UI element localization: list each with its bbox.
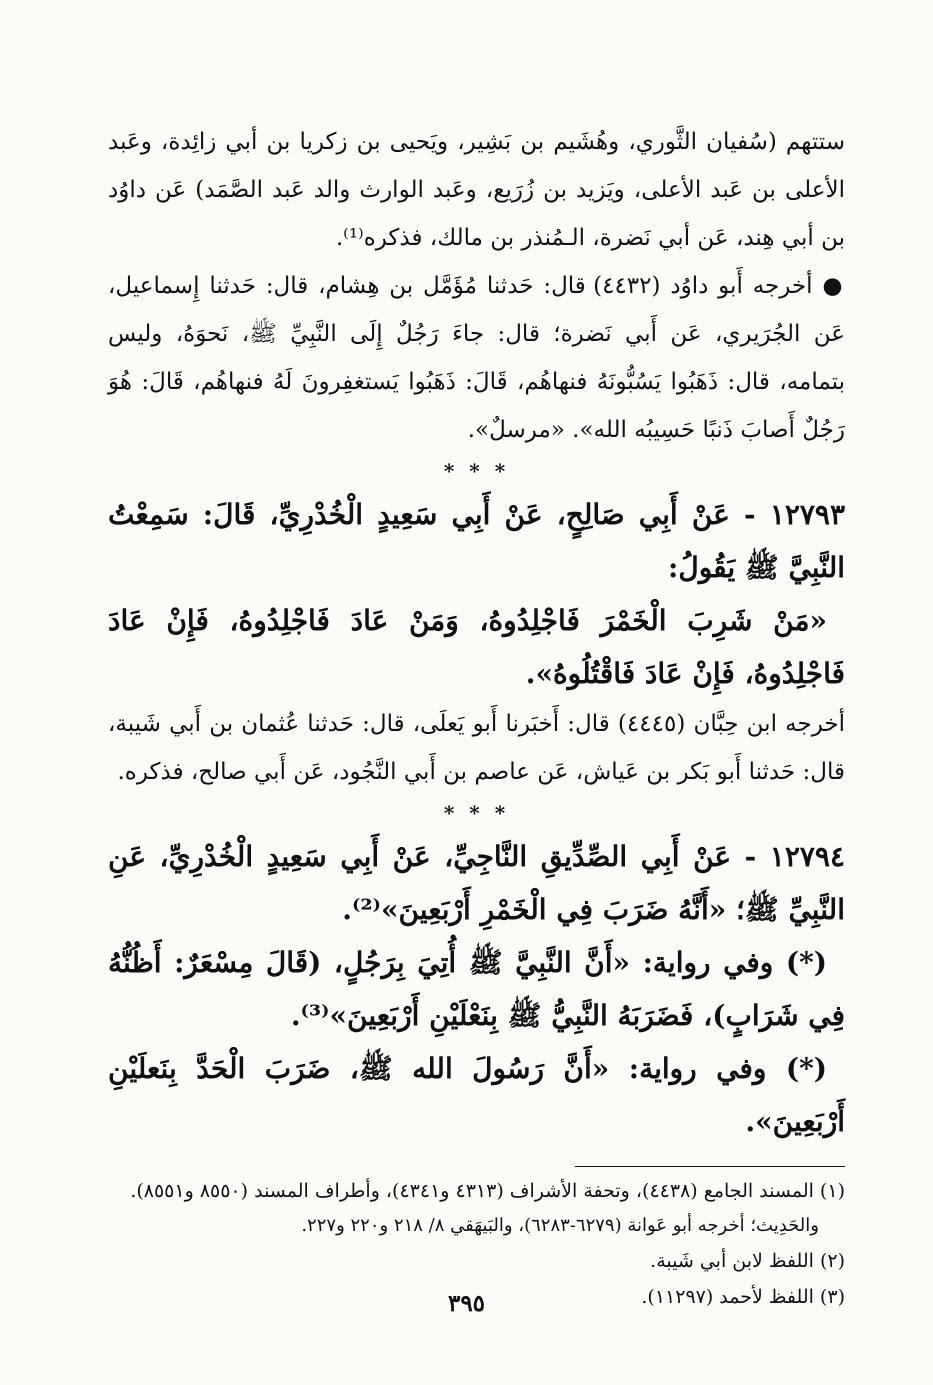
section-separator: * * * <box>443 801 510 825</box>
abu-dawud-paragraph: ● أخرجه أَبو داوُد (٤٤٣٢) قال: حَدثنا مُؤَمَّل بن هِشام، قال: حَدثنا إِسماعيل، عَن الجُرَيري، عَن أَبي نَضرة؛ قال: جاءَ رَجُلٌ إِلَى النَّبِيِّ ﷺ، نَحوَهُ، وليس بتمامه، قال: ذَهَبُوا يَسُبُّونَهُ فنهاهُم، قَالَ: ذَهَبُوا يَستغفِرونَ لَهُ فنهاهُم، قَالَ: هُوَ رَجُلٌ أَصابَ ذَنبًا حَسِيبُه الله». «مرسلٌ». <box>108 273 845 443</box>
riwaya-2: (*) وفي رواية: «أَنَّ رَسُولَ الله ﷺ، ضَرَبَ الْحَدَّ بِنَعلَيْنِ أَرْبَعِينَ». <box>108 1052 845 1138</box>
footnote-1: (١) المسند الجامع (٤٤٣٨)، وتحفة الأشراف (٤٣١٣ و٤٣٤١)، وأطراف المسند (٨٥٥٠ و٨٥٥١). <box>130 1180 845 1202</box>
ibn-hibban-paragraph: أخرجه ابن حِبَّان (٤٤٤٥) قال: أَخبَرنا أَبو يَعلَى، قال: حَدثنا عُثمان بن أَبي شَيبة، قال: حَدثنا أَبو بَكر بن عَياش، عَن عاصم بن أَبي النَّجُود، عَن أَبي صالح، فذكره. <box>108 711 845 785</box>
hadith-number: ١٢٧٩٣ <box>769 498 846 531</box>
hadith-12793 <box>108 488 845 594</box>
page-number: ٣٩٥ <box>447 1290 486 1317</box>
hadith-text: - عَنْ أَبِي صَالِحٍ، عَنْ أَبِي سَعِيدٍ الْخُدْرِيِّ، قَالَ: سَمِعْتُ النَّبِيَّ ﷺ يَقُولُ: <box>108 498 845 584</box>
footnote-2: (٢) اللفظ لابن أبي شَيبة. <box>650 1250 845 1272</box>
footnote-divider <box>575 1166 845 1167</box>
hadith-text: - عَنْ أَبِي الصِّدِّيقِ النَّاجِيِّ، عَنْ أَبِي سَعِيدٍ الْخُدْرِيِّ، عَنِ النَّبِيِّ ﷺ؛ «أَنَّهُ ضَرَبَ فِي الْخَمْرِ أَرْبَعِينَ»⁽²⁾. <box>108 840 845 926</box>
section-separator: * * * <box>443 459 510 483</box>
hadith-number: ١٢٧٩٤ <box>769 840 845 873</box>
chain-paragraph: ستتهم (سُفيان الثَّوري، وهُشَيم بن بَشِير، ويَحيى بن زكريا بن أبي زائِدة، وعَبد الأعلى بن عَبد الأعلى، ويَزيد بن زُرَيع، وعَبد الوارث والد عَبد الصَّمَد) عَن داوُد بن أبي هِند، عَن أبي نَضرة، الـمُنذر بن مالك، فذكره⁽¹⁾. <box>108 129 845 251</box>
hadith-12794 <box>108 830 845 936</box>
footnote-3: (٣) اللفظ لأحمد (١١٢٩٧). <box>641 1286 845 1308</box>
footnote-1-continuation: والحَدِيث؛ أخرجه أبو عَوانة (٦٢٧٩-٦٢٨٣)، والبَيهَقي ٨/ ٢١٨ و٢٢٠ و٢٢٧. <box>301 1215 819 1236</box>
hadith-quote: «مَنْ شَرِبَ الْخَمْرَ فَاجْلِدُوهُ، وَمَنْ عَادَ فَاجْلِدُوهُ، فَإِنْ عَادَ فَاجْلِدُوهُ، فَإِنْ عَادَ فَاقْتُلُوهُ». <box>108 604 845 690</box>
riwaya-1: (*) وفي رواية: «أَنَّ النَّبِيَّ ﷺ أُتِيَ بِرَجُلٍ، (قَالَ مِسْعَرٌ: أَظُنُّهُ فِي شَرَابٍ)، فَضَرَبَهُ النَّبِيُّ ﷺ بِنَعْلَيْنِ أَرْبَعِينَ»⁽³⁾. <box>108 946 845 1032</box>
